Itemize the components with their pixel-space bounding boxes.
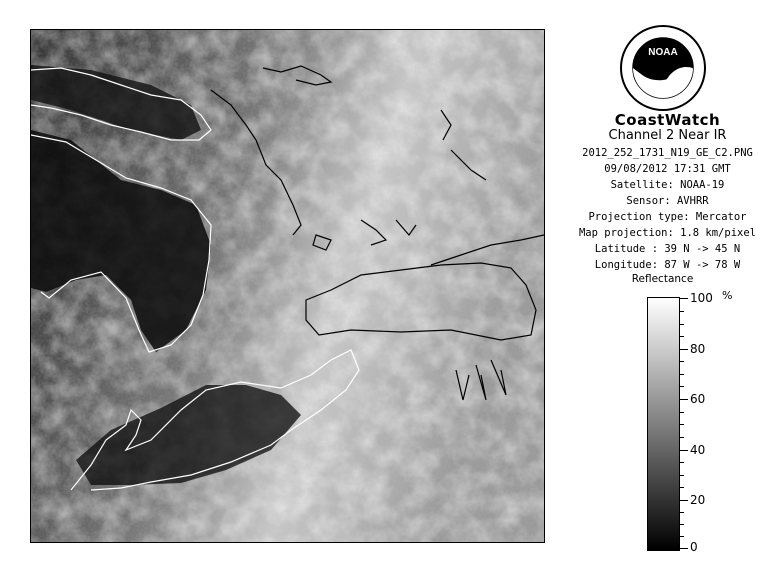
info-resolution: Map projection: 1.8 km/pixel bbox=[578, 227, 756, 239]
channel-title: Channel 2 Near IR bbox=[608, 128, 727, 143]
colorbar-minor-tick bbox=[679, 487, 684, 488]
satellite-image bbox=[30, 29, 545, 543]
info-satellite: Satellite: NOAA-19 bbox=[610, 179, 725, 191]
colorbar-minor-tick bbox=[679, 324, 684, 325]
colorbar-tick-label: 100 bbox=[690, 291, 713, 305]
info-projection: Projection type: Mercator bbox=[588, 211, 747, 223]
logo-text: NOAA bbox=[648, 47, 678, 58]
colorbar-minor-tick bbox=[679, 437, 684, 438]
colorbar-tick bbox=[679, 399, 688, 400]
colorbar-tick-label: 80 bbox=[690, 342, 706, 356]
colorbar-unit: % bbox=[722, 289, 733, 302]
colorbar-tick bbox=[679, 298, 688, 299]
satellite-map-svg bbox=[31, 30, 544, 542]
colorbar-tick bbox=[679, 450, 688, 451]
colorbar-tick bbox=[679, 349, 688, 350]
info-datetime: 09/08/2012 17:31 GMT bbox=[604, 163, 731, 175]
colorbar-minor-tick bbox=[679, 311, 684, 312]
info-longitude: Longitude: 87 W -> 78 W bbox=[594, 259, 741, 271]
colorbar-minor-tick bbox=[679, 412, 684, 413]
colorbar-minor-tick bbox=[679, 374, 684, 375]
colorbar-minor-tick bbox=[679, 361, 684, 362]
colorbar-minor-tick bbox=[679, 524, 684, 525]
colorbar-tick-label: 60 bbox=[690, 392, 706, 406]
info-latitude: Latitude : 39 N -> 45 N bbox=[594, 243, 741, 255]
colorbar-minor-tick bbox=[679, 424, 684, 425]
colorbar-minor-tick bbox=[679, 462, 684, 463]
colorbar-tick-label: 40 bbox=[690, 443, 706, 457]
colorbar-tick bbox=[679, 548, 688, 549]
colorbar-minor-tick bbox=[679, 512, 684, 513]
noaa-seal-icon bbox=[619, 24, 707, 112]
colorbar-minor-tick bbox=[679, 336, 684, 337]
colorbar-tick-label: 20 bbox=[690, 493, 706, 507]
colorbar-label: Reflectance bbox=[631, 273, 694, 285]
colorbar-minor-tick bbox=[679, 386, 684, 387]
noaa-logo bbox=[619, 24, 707, 112]
brand-title: CoastWatch bbox=[614, 111, 721, 129]
colorbar-minor-tick bbox=[679, 536, 684, 537]
colorbar-minor-tick bbox=[679, 475, 684, 476]
colorbar bbox=[647, 297, 680, 551]
info-sensor: Sensor: AVHRR bbox=[626, 195, 709, 207]
colorbar-tick bbox=[679, 500, 688, 501]
info-filename: 2012_252_1731_N19_GE_C2.PNG bbox=[582, 147, 753, 159]
colorbar-tick-label: 0 bbox=[690, 540, 698, 554]
